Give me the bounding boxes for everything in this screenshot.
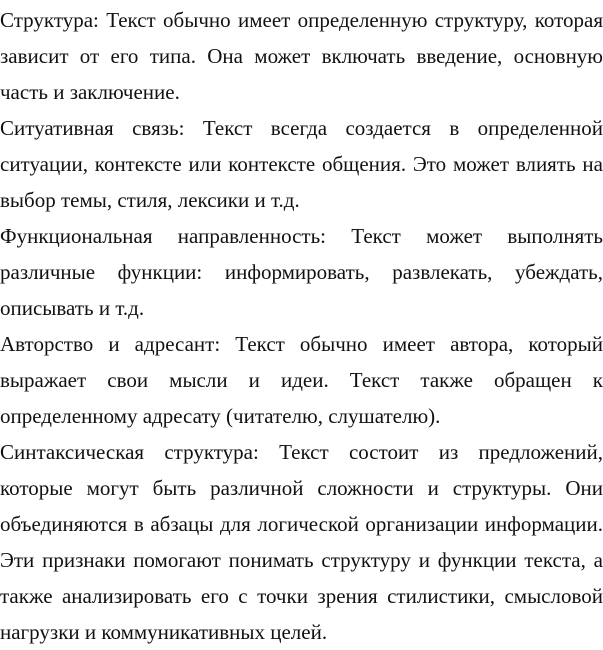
paragraph-authorship-addressee: [0, 326, 603, 434]
paragraph-situational-link: [0, 110, 603, 218]
text-line: ситуации, контексте или контексте общения. Это может влиять на: [0, 152, 603, 176]
text-line: выбор темы, стиля, лексики и т.д.: [0, 188, 300, 212]
text-line: различные функции: информировать, развлекать, убеждать,: [0, 260, 603, 284]
text-line: Функциональная направленность: Текст может выполнять: [0, 224, 603, 248]
text-line: выражает свои мысли и идеи. Текст также обращен к: [0, 368, 603, 392]
paragraph-structure: [0, 2, 603, 110]
document-page: [0, 2, 603, 650]
text-line: Авторство и адресант: Текст обычно имеет автора, который: [0, 332, 603, 356]
text-line: Эти признаки помогают понимать структуру и функции текста, а: [0, 548, 603, 572]
paragraph-functional-orientation: [0, 218, 603, 326]
text-line: Синтаксическая структура: Текст состоит из предложений,: [0, 440, 603, 464]
text-line: зависит от его типа. Она может включать введение, основную: [0, 44, 603, 68]
text-line: Ситуативная связь: Текст всегда создается в определенной: [0, 116, 603, 140]
text-line: определенному адресату (читателю, слушателю).: [0, 404, 441, 428]
text-line: часть и заключение.: [0, 80, 180, 104]
text-line: нагрузки и коммуникативных целей.: [0, 620, 328, 644]
text-line: объединяются в абзацы для логической организации информации.: [0, 512, 603, 536]
paragraph-conclusion: [0, 542, 603, 650]
text-line: Структура: Текст обычно имеет определенную структуру, которая: [0, 8, 603, 32]
paragraph-syntactic-structure: [0, 434, 603, 542]
text-line: также анализировать его с точки зрения стилистики, смысловой: [0, 584, 603, 608]
text-line: которые могут быть различной сложности и структуры. Они: [0, 476, 603, 500]
text-line: описывать и т.д.: [0, 296, 145, 320]
